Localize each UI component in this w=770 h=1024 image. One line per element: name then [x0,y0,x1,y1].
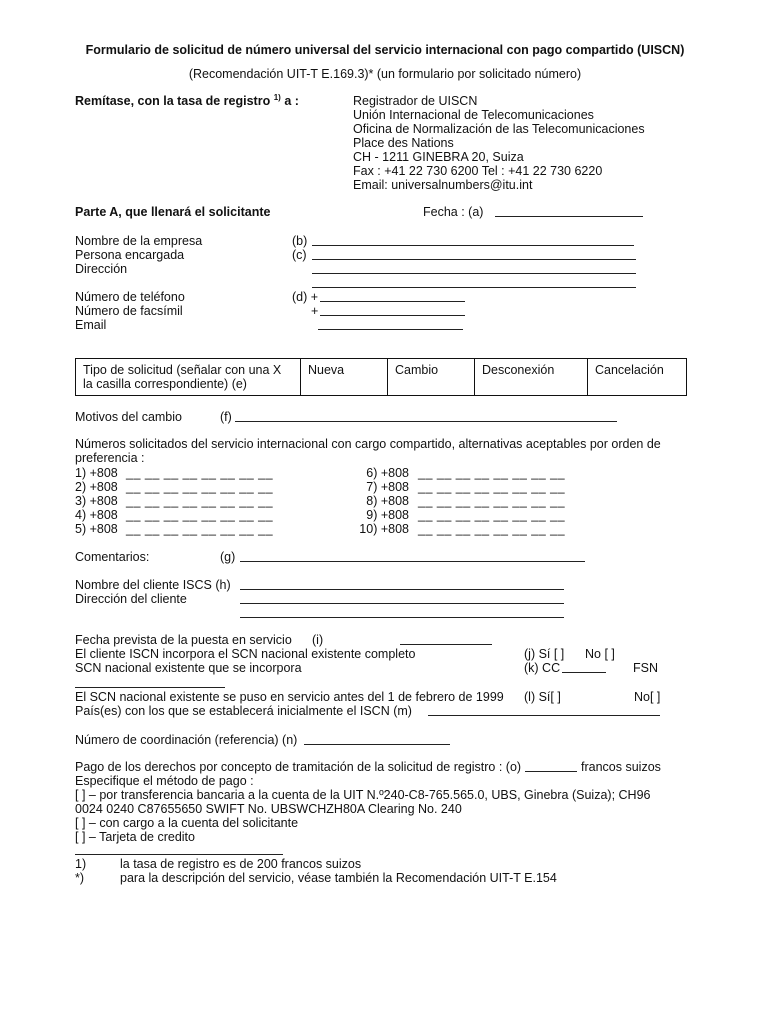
fee-field[interactable] [525,760,577,772]
option-cambio[interactable]: Cambio [388,359,475,396]
number-option-label: 2) +808 [75,480,118,494]
comments-field[interactable] [240,550,585,562]
number-digits-field[interactable]: __ __ __ __ __ __ __ __ [418,494,566,508]
number-option-label: 6) +808 [366,466,409,480]
request-type-label-line: Tipo de solicitud (señalar con una X [83,363,282,377]
fee-unit: francos suizos [581,760,661,774]
client-address-field-1[interactable] [240,592,564,604]
phone-field[interactable] [320,290,465,302]
client-name-label [75,578,231,592]
number-digits-field[interactable]: __ __ __ __ __ __ __ __ [418,522,566,536]
numbers-right-digits[interactable] [418,466,565,536]
number-option-label: 10) +808 [359,522,409,536]
fax-field[interactable] [320,304,465,316]
footnote-text: la tasa de registro es de 200 francos suizos [120,857,362,871]
address-line: Registrador de UISCN [353,94,478,108]
company-code: (b) [292,234,308,248]
number-digits-field[interactable]: __ __ __ __ __ __ __ __ [418,466,566,480]
registrar-address [353,94,645,192]
footnote-mark: 1) [75,857,87,871]
incorporates-no-checkbox[interactable]: No [ ] [585,647,615,661]
credit-card-option[interactable]: [ ] – Tarjeta de credito [75,830,195,844]
number-digits-field[interactable]: __ __ __ __ __ __ __ __ [126,522,274,536]
form-title: Formulario de solicitud de número universal del servicio internacional con pago compartido (UISCN) [85,43,685,57]
fax-code: + [311,304,319,318]
number-digits-field[interactable]: __ __ __ __ __ __ __ __ [126,480,274,494]
email-label: Email [75,318,107,332]
option-desconexion[interactable]: Desconexión [475,359,588,396]
address-line: Place des Nations [353,136,454,150]
company-label: Nombre de la empresa [75,234,203,248]
phone-label: Número de teléfono [75,290,185,304]
numbers-right-col [357,466,409,536]
address-label: Dirección [75,262,128,276]
reasons-label: Motivos del cambio [75,410,182,424]
fee-label: Pago de los derechos por concepto de tramitación de la solicitud de registro : (o) [75,760,522,774]
before-1999-label: El SCN nacional existente se puso en servicio antes del 1 de febrero de 1999 [75,690,504,704]
separator-line [75,687,225,688]
numbers-intro: Números solicitados del servicio internacional con cargo compartido, alternativas aceptables por orden de [75,437,661,451]
numbers-left-digits[interactable] [126,466,273,536]
number-option-label: 4) +808 [75,508,118,522]
form-subtitle: (Recomendación UIT-T E.169.3)* (un formulario por solicitado número) [188,67,582,81]
footnote-text: para la descripción del servicio, véase también la Recomendación UIT-T E.154 [120,871,557,885]
address-line: Email: universalnumbers@itu.int [353,178,533,192]
before-1999-yes-checkbox[interactable]: (l) Sí[ ] [524,690,561,704]
number-digits-field[interactable]: __ __ __ __ __ __ __ __ [126,494,274,508]
number-option-label: 8) +808 [366,494,409,508]
request-type-label-line: la casilla correspondiente) (e) [83,377,247,391]
existing-fsn-label: FSN [633,661,658,675]
comments-code: (g) [220,550,236,564]
coordination-label: Número de coordinación (referencia) (n) [75,733,298,747]
bank-transfer-details: 0024 0240 C87655650 SWIFT No. UBSWCHZH80A Clearing No. 240 [75,802,462,816]
email-field[interactable] [318,318,463,330]
client-address-label: Dirección del cliente [75,592,187,606]
number-option-label: 1) +808 [75,466,118,480]
existing-scn-label: SCN nacional existente que se incorpora [75,661,302,675]
address-line: Oficina de Normalización de las Telecomunicaciones [353,122,645,136]
contact-label: Persona encargada [75,248,185,262]
fax-label: Número de facsímil [75,304,183,318]
coordination-field[interactable] [304,733,450,745]
service-start-code: (i) [312,633,324,647]
comments-label: Comentarios: [75,550,150,564]
number-option-label: 5) +808 [75,522,118,536]
before-1999-no-checkbox[interactable]: No[ ] [634,690,661,704]
request-type-table [75,358,687,396]
numbers-left-col [75,466,118,536]
option-nueva[interactable]: Nueva [301,359,388,396]
address-field-2[interactable] [312,276,636,288]
send-to-label-suffix: a : [284,94,299,108]
address-line: CH - 1211 GINEBRA 20, Suiza [353,150,524,164]
date-field[interactable] [495,205,643,217]
date-label: Fecha : (a) [423,205,484,219]
number-digits-field[interactable]: __ __ __ __ __ __ __ __ [126,508,274,522]
bank-transfer-option[interactable]: [ ] – por transferencia bancaria a la cuenta de la UIT N.º240-C8-765.565.0, UBS, Ginebra (Suiza); CH96 [75,788,651,802]
incorporates-yes-checkbox[interactable]: (j) Sí [ ] [524,647,565,661]
send-to-footnote-mark: 1) [273,92,281,102]
numbers-intro-2: preferencia : [75,451,145,465]
number-option-label: 9) +808 [366,508,409,522]
address-line: Unión Internacional de Telecomunicaciones [353,108,594,122]
client-address-field-2[interactable] [240,606,564,618]
client-name-code: (h) [215,578,231,592]
number-digits-field[interactable]: __ __ __ __ __ __ __ __ [418,480,566,494]
account-charge-option[interactable]: [ ] – con cargo a la cuenta del solicitante [75,816,299,830]
existing-cc-field[interactable] [562,661,606,673]
payment-method-label: Especifique el método de pago : [75,774,254,788]
number-digits-field[interactable]: __ __ __ __ __ __ __ __ [418,508,566,522]
number-option-label: 7) +808 [366,480,409,494]
send-to-label [75,94,299,108]
reasons-field[interactable] [235,410,617,422]
incorporates-label: El cliente ISCN incorpora el SCN nacional existente completo [75,647,416,661]
client-name-label-text: Nombre del cliente ISCS [75,578,212,592]
footnote-separator [75,854,283,855]
client-name-field[interactable] [240,578,564,590]
service-start-label: Fecha prevista de la puesta en servicio [75,633,292,647]
countries-label: País(es) con los que se establecerá inicialmente el ISCN (m) [75,704,412,718]
existing-cc-code: (k) CC [524,661,561,675]
countries-field[interactable] [428,704,660,716]
number-option-label: 3) +808 [75,494,118,508]
send-to-label-text: Remítase, con la tasa de registro [75,94,271,108]
request-type-label [76,359,301,396]
footnote-mark: *) [75,871,85,885]
contact-code: (c) [292,248,307,262]
number-digits-field[interactable]: __ __ __ __ __ __ __ __ [126,466,274,480]
contact-field[interactable] [312,248,636,260]
address-field-1[interactable] [312,262,636,274]
option-cancelacion[interactable]: Cancelación [588,359,687,396]
reasons-code: (f) [220,410,232,424]
service-start-field[interactable] [400,633,492,645]
address-line: Fax : +41 22 730 6200 Tel : +41 22 730 6220 [353,164,603,178]
phone-code: (d) + [292,290,319,304]
company-field[interactable] [312,234,634,246]
part-a-heading: Parte A, que llenará el solicitante [75,205,271,219]
